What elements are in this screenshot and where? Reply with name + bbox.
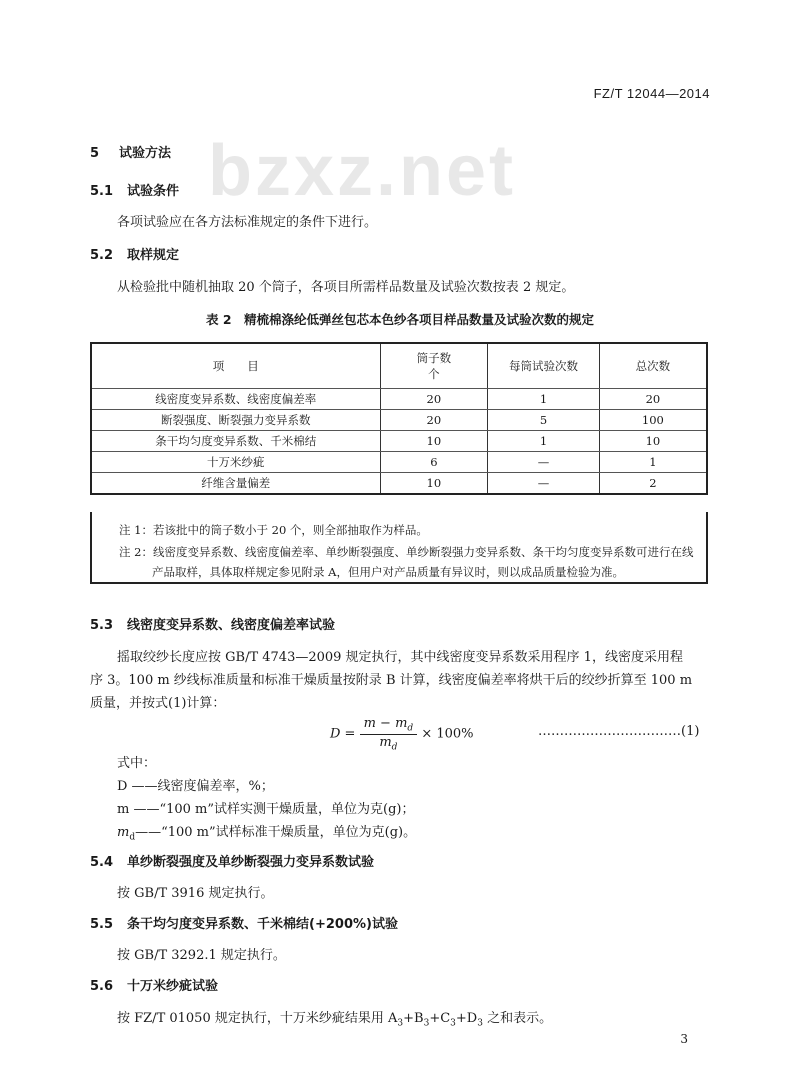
section-title: 试验方法 (119, 146, 172, 161)
formula-num-text: m − m (363, 716, 408, 731)
cell-per: 1 (488, 431, 600, 452)
header-per-tube: 每筒试验次数 (488, 343, 600, 389)
header-tubes-line2: 个 (428, 367, 440, 381)
cell-tubes: 20 (380, 389, 488, 410)
cell-per: — (488, 473, 600, 495)
section-number: 5.3 (90, 618, 114, 633)
section-number: 5.1 (90, 184, 114, 199)
header-tubes-line1: 筒子数 (416, 351, 452, 365)
section-title: 十万米纱疵试验 (127, 979, 219, 994)
section-5-2-heading (90, 244, 179, 263)
header-tubes (380, 343, 488, 389)
table-note-2: 注 2：线密度变异系数、线密度偏差率、单纱断裂强度、单纱断裂强力变异系数、条干均匀度变异系数可进行在线 (119, 545, 694, 559)
yarn-fault-text-c: +C (429, 1011, 451, 1026)
formula-tail: × 100% (421, 726, 474, 742)
cell-per: — (488, 452, 600, 473)
yarn-fault-text-a: 按 FZ/T 01050 规定执行，十万米纱疵结果用 A (117, 1011, 398, 1026)
page-number: 3 (680, 1032, 688, 1046)
cell-item: 断裂强度、断裂强力变异系数 (91, 410, 380, 431)
cell-item: 线密度变异系数、线密度偏差率 (91, 389, 380, 410)
section-5-6-text (117, 1007, 552, 1029)
cell-total: 20 (599, 389, 707, 410)
table-row (91, 389, 707, 410)
section-number: 5.5 (90, 917, 114, 932)
formula-fraction (360, 716, 418, 752)
definition-md-sub: d (129, 832, 136, 843)
cell-item: 条干均匀度变异系数、千米棉结 (91, 431, 380, 452)
definition-md (117, 821, 416, 843)
section-number: 5.2 (90, 248, 114, 263)
section-5-3-heading (90, 614, 335, 633)
cell-total: 10 (599, 431, 707, 452)
section-5-1-heading (90, 180, 179, 199)
section-title: 线密度变异系数、线密度偏差率试验 (127, 618, 336, 633)
sub-c: 3 (450, 1018, 456, 1029)
definition-md-text: ——“100 m”试样标准干燥质量，单位为克(g)。 (135, 825, 417, 840)
watermark: bzxz.net (208, 131, 517, 211)
section-5-2-text: 从检验批中随机抽取 20 个筒子，各项目所需样品数量及试验次数按表 2 规定。 (117, 280, 575, 295)
formula-numerator (360, 716, 418, 735)
header-item: 项 目 (91, 343, 380, 389)
section-title: 单纱断裂强度及单纱断裂强力变异系数试验 (127, 855, 375, 870)
formula-den-sub: d (391, 742, 398, 753)
definition-md-symbol: m (117, 825, 130, 840)
formula-denominator (360, 735, 418, 753)
section-number: 5 (90, 146, 100, 161)
table-row (91, 410, 707, 431)
formula-num-sub: d (407, 723, 414, 734)
cell-per: 5 (488, 410, 600, 431)
section-title: 试验条件 (127, 184, 180, 199)
formula-number: ……………………………(1) (538, 724, 700, 739)
table-note-1: 注 1：若该批中的筒子数小于 20 个，则全部抽取作为样品。 (119, 523, 428, 537)
section-5-6-heading (90, 975, 218, 994)
cell-total: 1 (599, 452, 707, 473)
cell-item: 十万米纱疵 (91, 452, 380, 473)
sub-b: 3 (423, 1018, 430, 1029)
formula (330, 716, 474, 752)
cell-total: 100 (599, 410, 707, 431)
formula-lhs: D = (330, 726, 356, 742)
section-5-3-para-line2: 序 3。100 m 纱线标准质量和标准干燥质量按附录 B 计算，线密度偏差率将烘干后的绞纱折算至 100 m (90, 673, 693, 688)
table-row (91, 431, 707, 452)
header-total: 总次数 (599, 343, 707, 389)
table-row (91, 452, 707, 473)
table-row (91, 473, 707, 495)
table-caption: 表 2 精梳棉涤纶低弹丝包芯本色纱各项目样品数量及试验次数的规定 (205, 312, 595, 327)
section-5-5-text: 按 GB/T 3292.1 规定执行。 (117, 948, 286, 963)
cell-item: 纤维含量偏差 (91, 473, 380, 495)
sub-a: 3 (397, 1018, 404, 1029)
definition-d: D ——线密度偏差率，%； (117, 779, 274, 794)
sample-table (90, 342, 708, 495)
yarn-fault-text-d: +D (455, 1011, 478, 1026)
where-label: 式中： (117, 756, 157, 771)
section-title: 条干均匀度变异系数、千米棉结(+200%)试验 (127, 917, 398, 932)
section-5-5-heading (90, 913, 398, 932)
cell-total: 2 (599, 473, 707, 495)
section-5-4-heading (90, 851, 374, 870)
cell-per: 1 (488, 389, 600, 410)
formula-den-text: m (379, 734, 392, 750)
cell-tubes: 10 (380, 473, 488, 495)
section-5-1-text: 各项试验应在各方法标准规定的条件下进行。 (117, 215, 378, 230)
cell-tubes: 10 (380, 431, 488, 452)
section-number: 5.4 (90, 855, 114, 870)
section-5-3-para-line1: 摇取绞纱长度应按 GB/T 4743—2009 规定执行，其中线密度变异系数采用程序 1，线密度采用程 (117, 650, 683, 665)
section-title: 取样规定 (127, 248, 180, 263)
cell-tubes: 20 (380, 410, 488, 431)
yarn-fault-text-b: +B (403, 1011, 424, 1026)
section-5-4-text: 按 GB/T 3916 规定执行。 (117, 886, 274, 901)
definition-m: m ——“100 m”试样实测干燥质量，单位为克(g)； (117, 802, 415, 817)
section-5-heading (90, 142, 171, 161)
standard-number: FZ/T 12044—2014 (593, 86, 710, 101)
cell-tubes: 6 (380, 452, 488, 473)
section-number: 5.6 (90, 979, 114, 994)
table-header-row (91, 343, 707, 389)
table-note-2-cont: 产品取样，具体取样规定参见附录 A，但用户对产品质量有异议时，则以成品质量检验为准。 (152, 565, 624, 579)
table-notes (90, 512, 708, 584)
section-5-3-para-line3: 质量，并按式(1)计算： (90, 696, 226, 711)
yarn-fault-text-e: 之和表示。 (482, 1011, 553, 1026)
sub-d: 3 (477, 1018, 483, 1029)
